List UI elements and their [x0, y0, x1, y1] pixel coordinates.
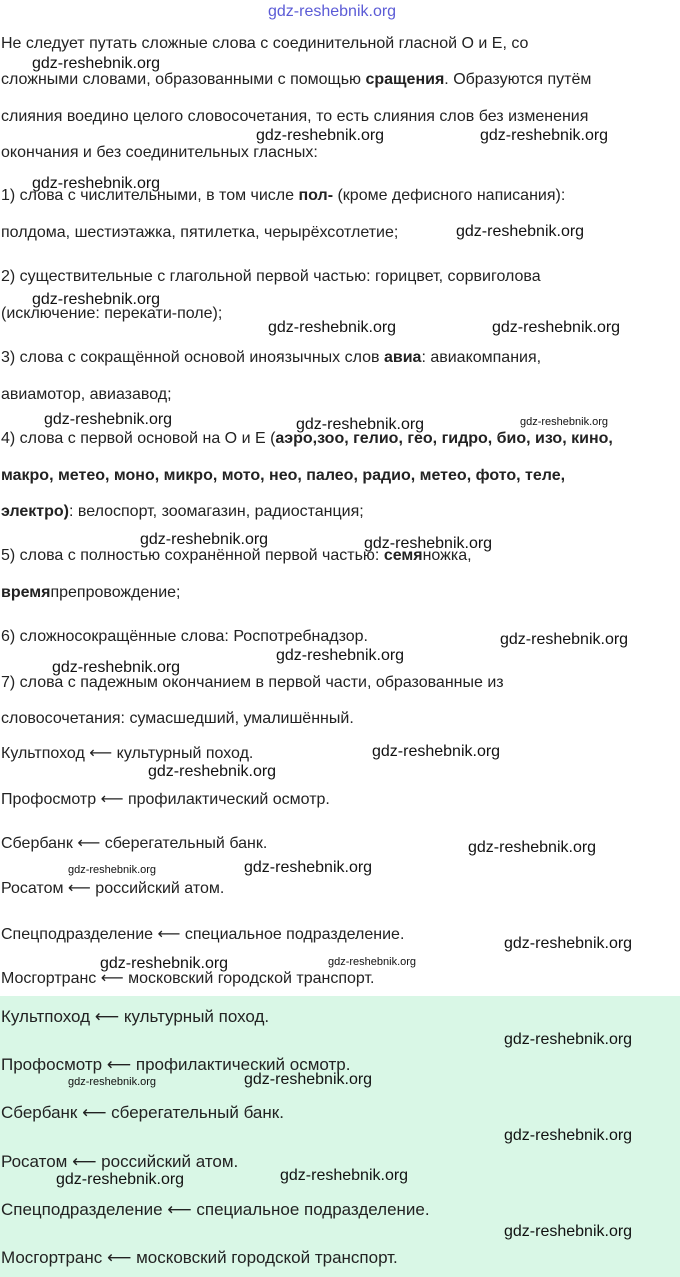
- rule-1-line-2: полдома, шестиэтажка, пятилетка, черырёхсотлетие;: [1, 224, 399, 241]
- intro-line-3: слияния воедино целого словосочетания, то есть слияния слов без изменения: [1, 108, 589, 125]
- watermark: gdz-reshebnik.org: [68, 864, 157, 876]
- rule-4-line-3: электро): велоспорт, зоомагазин, радиостанция;: [1, 503, 364, 520]
- watermark: gdz-reshebnik.org: [372, 743, 501, 760]
- rule-1-line-1: 1) слова с числительными, в том числе пол- (кроме дефисного написания):: [1, 187, 566, 204]
- answer-item: Спецподразделение ⟵ специальное подразделение.: [1, 1200, 430, 1219]
- term-srashchenie: сращения: [365, 71, 445, 88]
- watermark: gdz-reshebnik.org: [328, 956, 417, 968]
- intro-line-4: окончания и без соединительных гласных:: [1, 144, 318, 161]
- watermark: gdz-reshebnik.org: [504, 935, 633, 952]
- example-item: Спецподразделение ⟵ специальное подразделение.: [1, 926, 405, 943]
- watermark: gdz-reshebnik.org: [500, 631, 629, 648]
- example-item: Росатом ⟵ российский атом.: [1, 880, 225, 897]
- watermark: gdz-reshebnik.org: [32, 175, 161, 192]
- rule-2-line-2: (исключение: перекати-поле);: [1, 305, 223, 322]
- watermark: gdz-reshebnik.org: [56, 1171, 185, 1188]
- watermark: gdz-reshebnik.org: [32, 291, 161, 308]
- answer-item: Мосгортранс ⟵ московский городской транспорт.: [1, 1248, 398, 1267]
- watermark: gdz-reshebnik.org: [492, 319, 621, 336]
- watermark: gdz-reshebnik.org: [456, 223, 585, 240]
- watermark: gdz-reshebnik.org: [480, 127, 609, 144]
- watermark: gdz-reshebnik.org: [32, 55, 161, 72]
- answer-item: Росатом ⟵ российский атом.: [1, 1152, 239, 1171]
- watermark: gdz-reshebnik.org: [504, 1031, 633, 1048]
- rule-5-line-1: 5) слова с полностью сохранённой первой частью: семяножка,: [1, 547, 472, 564]
- example-item: Культпоход ⟵ культурный поход.: [1, 745, 254, 762]
- rule-4-line-1: 4) слова с первой основой на О и Е (аэро,зоо, гелио, гео, гидро, био, изо, кино,: [1, 430, 613, 447]
- watermark: gdz-reshebnik.org: [296, 416, 425, 433]
- watermark: gdz-reshebnik.org: [100, 955, 229, 972]
- example-item: Профосмотр ⟵ профилактический осмотр.: [1, 791, 330, 808]
- watermark: gdz-reshebnik.org: [364, 535, 493, 552]
- watermark: gdz-reshebnik.org: [140, 531, 269, 548]
- rule-4-line-2: макро, метео, моно, микро, мото, нео, палео, радио, метео, фото, теле,: [1, 467, 566, 484]
- watermark: gdz-reshebnik.org: [148, 763, 277, 780]
- watermark: gdz-reshebnik.org: [244, 859, 373, 876]
- watermark: gdz-reshebnik.org: [280, 1167, 409, 1184]
- answer-item: Профосмотр ⟵ профилактический осмотр.: [1, 1055, 351, 1074]
- answer-item: Культпоход ⟵ культурный поход.: [1, 1007, 270, 1026]
- rule-6-line: 6) сложносокращённые слова: Роспотребнадзор.: [1, 628, 368, 645]
- watermark: gdz-reshebnik.org: [504, 1223, 633, 1240]
- intro-line-1: Не следует путать сложные слова с соединительной гласной О и Е, со: [1, 35, 529, 52]
- watermark-top: gdz-reshebnik.org: [268, 3, 397, 20]
- watermark: gdz-reshebnik.org: [68, 1076, 157, 1088]
- watermark: gdz-reshebnik.org: [468, 839, 597, 856]
- example-item: Мосгортранс ⟵ московский городской транспорт.: [1, 970, 375, 987]
- watermark: gdz-reshebnik.org: [44, 411, 173, 428]
- example-item: Сбербанк ⟵ сберегательный банк.: [1, 835, 268, 852]
- rule-7-line-2: словосочетания: сумасшедший, умалишённый.: [1, 710, 354, 727]
- rule-2-line-1: 2) существительные с глагольной первой частью: горицвет, сорвиголова: [1, 268, 541, 285]
- watermark: gdz-reshebnik.org: [244, 1071, 373, 1088]
- rule-5-line-2: времяпрепровождение;: [1, 584, 181, 601]
- rule-3-line-2: авиамотор, авиазавод;: [1, 386, 172, 403]
- watermark: gdz-reshebnik.org: [268, 319, 397, 336]
- watermark: gdz-reshebnik.org: [504, 1127, 633, 1144]
- watermark: gdz-reshebnik.org: [52, 659, 181, 676]
- rule-3-line-1: 3) слова с сокращённой основой иноязычных слов авиа: авиакомпания,: [1, 349, 542, 366]
- answer-item: Сбербанк ⟵ сберегательный банк.: [1, 1103, 284, 1122]
- intro-line-2: сложными словами, образованными с помощью сращения. Образуются путём: [1, 71, 592, 88]
- watermark: gdz-reshebnik.org: [520, 416, 609, 428]
- watermark: gdz-reshebnik.org: [256, 127, 385, 144]
- watermark: gdz-reshebnik.org: [276, 647, 405, 664]
- rule-7-line-1: 7) слова с падежным окончанием в первой части, образованные из: [1, 674, 504, 691]
